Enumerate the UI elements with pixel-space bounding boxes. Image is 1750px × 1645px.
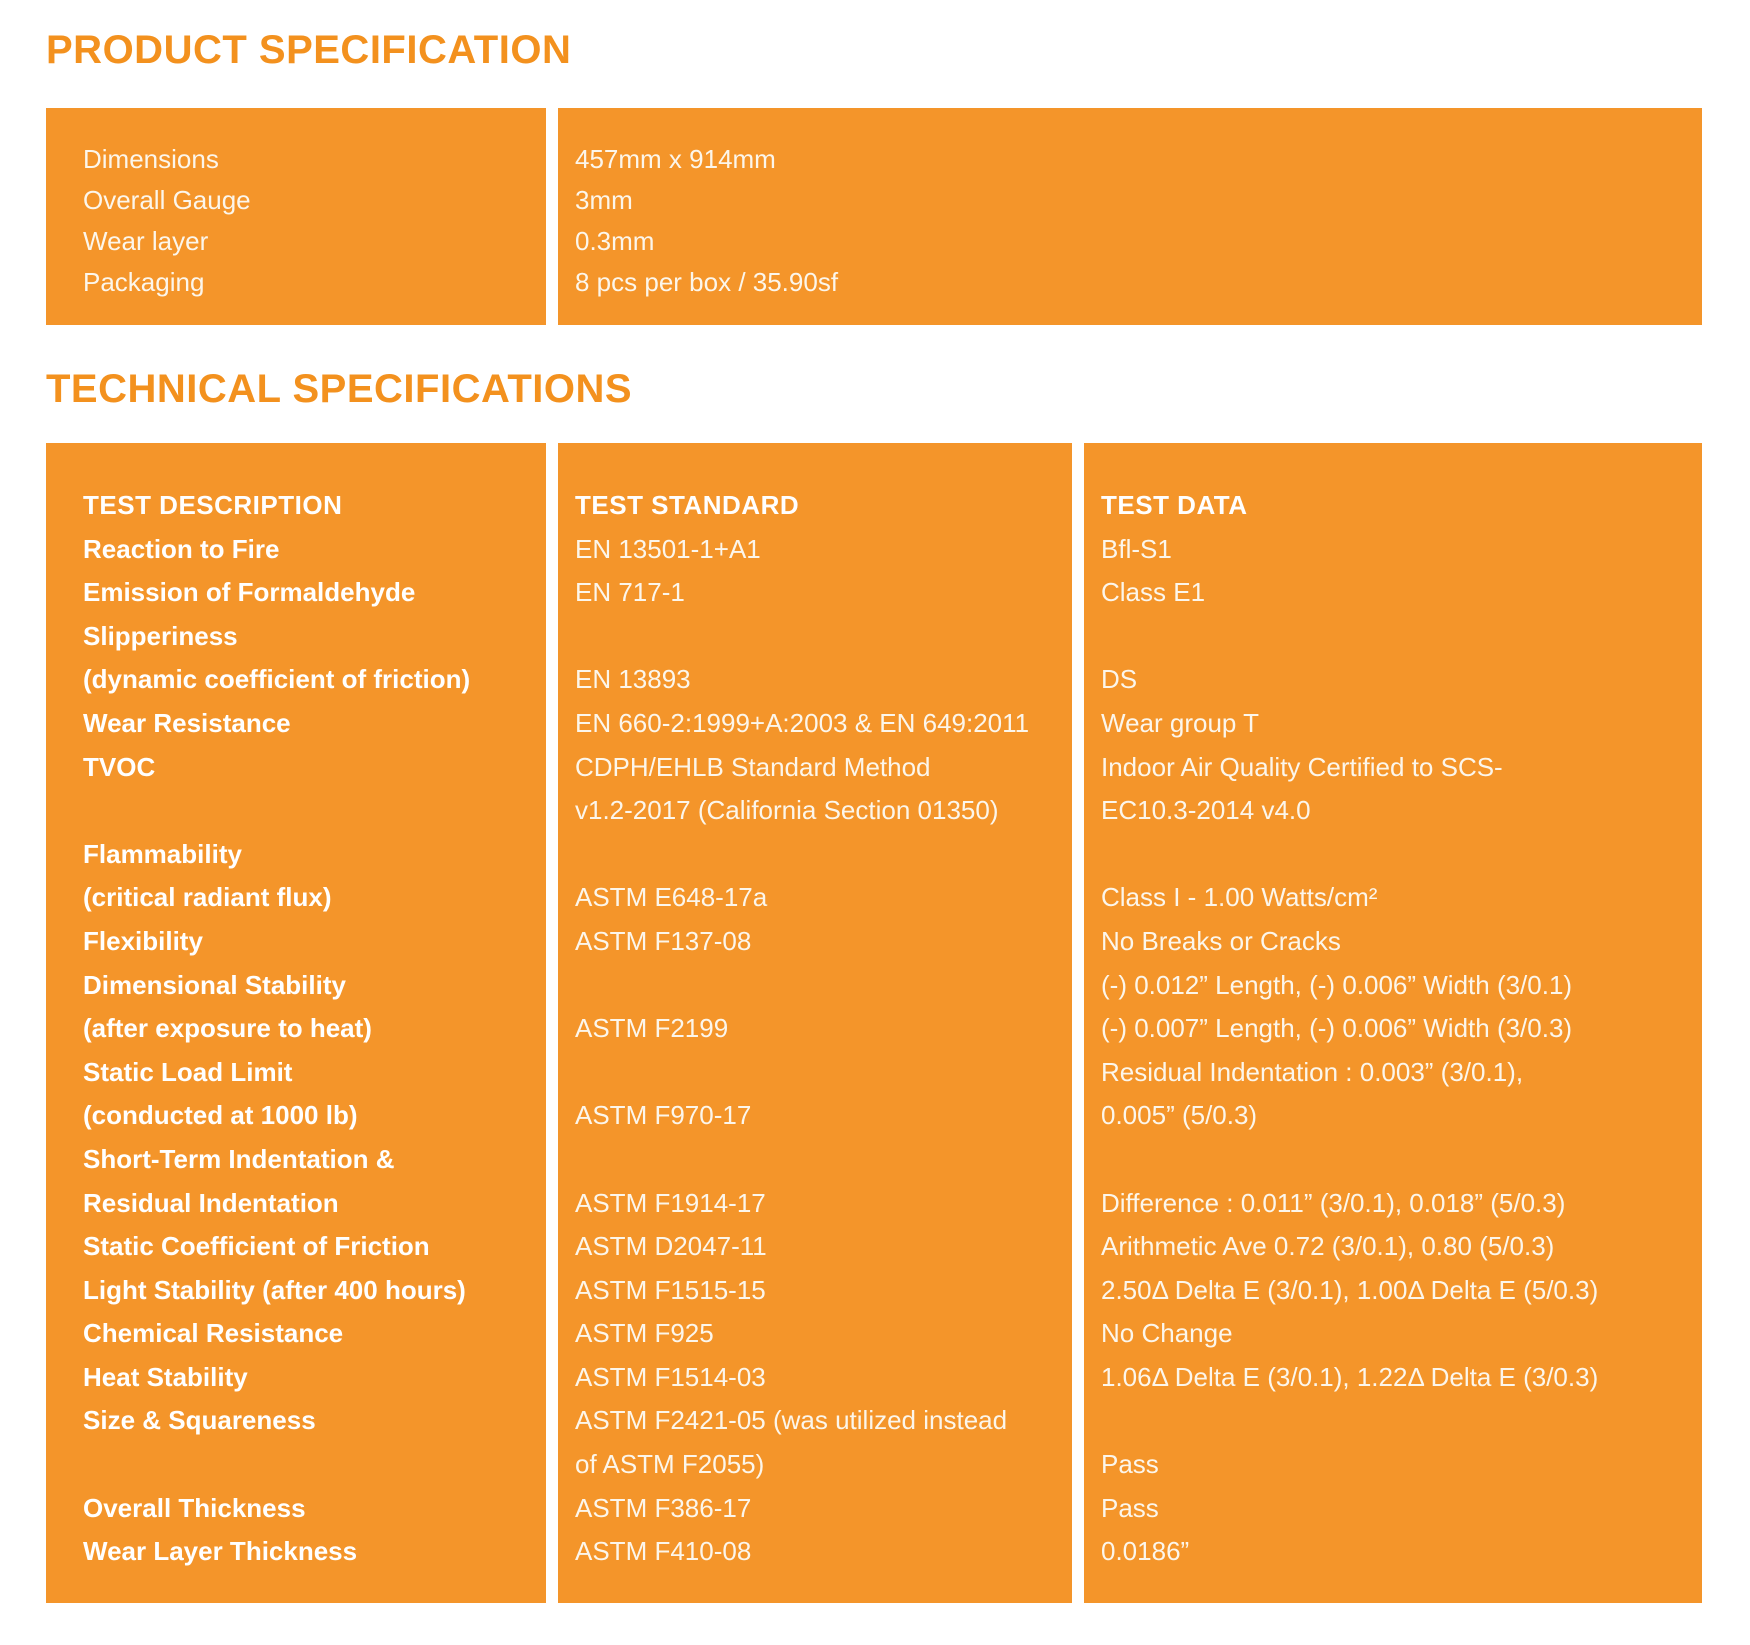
spec-line: ASTM F410-08 <box>575 1536 752 1567</box>
technical-specifications-title: TECHNICAL SPECIFICATIONS <box>46 367 633 411</box>
spec-line: Chemical Resistance <box>83 1318 344 1349</box>
spec-line: ASTM F137-08 <box>575 925 752 956</box>
spec-line: 3mm <box>575 185 633 215</box>
spec-line: Short-Term Indentation & <box>83 1143 395 1174</box>
spec-line: Dimensional Stability <box>83 969 346 1000</box>
product-spec-values-column <box>558 108 1702 325</box>
spec-line: Static Load Limit <box>83 1056 293 1087</box>
spec-line: 0.0186” <box>1101 1536 1190 1567</box>
spec-line: Residual Indentation : 0.003” (3/0.1), <box>1101 1056 1524 1087</box>
spec-line: Class I - 1.00 Watts/cm² <box>1101 882 1378 913</box>
spec-line: EN 13893 <box>575 664 691 695</box>
spec-line: Size & Squareness <box>83 1405 316 1436</box>
spec-line: ASTM E648-17a <box>575 882 768 913</box>
spec-line: Static Coefficient of Friction <box>83 1231 430 1262</box>
spec-line: TVOC <box>83 751 156 782</box>
spec-line: (-) 0.012” Length, (-) 0.006” Width (3/0.1) <box>1101 969 1573 1000</box>
technical-specifications-table <box>46 443 1702 1603</box>
spec-line: ASTM F1515-15 <box>575 1274 766 1305</box>
spec-line: of ASTM F2055) <box>575 1449 765 1480</box>
spec-line <box>575 964 1072 1008</box>
test-standard-column <box>558 443 1072 1603</box>
spec-line: Packaging <box>83 267 205 297</box>
spec-line: EN 717-1 <box>575 577 685 608</box>
spec-line: ASTM F970-17 <box>575 1100 752 1131</box>
spec-line: 0.3mm <box>575 226 655 256</box>
spec-line: Wear group T <box>1101 707 1260 738</box>
spec-line <box>575 1138 1072 1182</box>
spec-line: Difference : 0.011” (3/0.1), 0.018” (5/0.3) <box>1101 1187 1566 1218</box>
spec-line: Overall Gauge <box>83 185 251 215</box>
spec-line: ASTM D2047-11 <box>575 1231 767 1262</box>
spec-line: DS <box>1101 664 1138 695</box>
spec-line: Indoor Air Quality Certified to SCS- <box>1101 751 1503 782</box>
spec-line <box>575 615 1072 659</box>
spec-line: (after exposure to heat) <box>83 1013 372 1044</box>
spec-line: EC10.3-2014 v4.0 <box>1101 795 1311 826</box>
spec-line: Residual Indentation <box>83 1187 339 1218</box>
spec-line: Pass <box>1101 1449 1159 1480</box>
spec-line: Light Stability (after 400 hours) <box>83 1274 466 1305</box>
spec-line: Flexibility <box>83 925 203 956</box>
product-specification-panel <box>46 108 1702 325</box>
spec-line: ASTM F2199 <box>575 1013 729 1044</box>
spec-line: Wear Layer Thickness <box>83 1536 358 1567</box>
spec-line: Heat Stability <box>83 1361 248 1392</box>
spec-line: Dimensions <box>83 144 219 174</box>
spec-line: Pass <box>1101 1492 1159 1523</box>
spec-line: ASTM F1514-03 <box>575 1361 766 1392</box>
spec-line <box>83 1443 546 1487</box>
spec-line: ASTM F1914-17 <box>575 1187 766 1218</box>
spec-line: No Breaks or Cracks <box>1101 925 1341 956</box>
spec-line: Class E1 <box>1101 577 1206 608</box>
spec-line: (dynamic coefficient of friction) <box>83 664 471 695</box>
column-header: TEST DATA <box>1101 490 1248 520</box>
spec-line: Slipperiness <box>83 620 238 651</box>
spec-line: 8 pcs per box / 35.90sf <box>575 267 839 297</box>
spec-line: v1.2-2017 (California Section 01350) <box>575 795 999 826</box>
column-header: TEST STANDARD <box>575 490 800 520</box>
spec-line: Bfl-S1 <box>1101 533 1172 564</box>
spec-line <box>83 789 546 833</box>
spec-line: 1.06Δ Delta E (3/0.1), 1.22Δ Delta E (3/0.3) <box>1101 1361 1599 1392</box>
spec-line: 457mm x 914mm <box>575 144 776 174</box>
spec-line: 2.50Δ Delta E (3/0.1), 1.00Δ Delta E (5/0.3) <box>1101 1274 1599 1305</box>
spec-line: EN 660-2:1999+A:2003 & EN 649:2011 <box>575 707 1030 738</box>
spec-line: Wear Resistance <box>83 707 291 738</box>
spec-line <box>1101 1399 1702 1443</box>
spec-line: Arithmetic Ave 0.72 (3/0.1), 0.80 (5/0.3) <box>1101 1231 1555 1262</box>
spec-line: Flammability <box>83 838 242 869</box>
spec-line: ASTM F925 <box>575 1318 714 1349</box>
spec-line <box>1101 615 1702 659</box>
spec-line: ASTM F2421-05 (was utilized instead <box>575 1405 1008 1436</box>
spec-line: (-) 0.007” Length, (-) 0.006” Width (3/0.3) <box>1101 1013 1573 1044</box>
product-specification-title: PRODUCT SPECIFICATION <box>46 28 572 72</box>
spec-line: CDPH/EHLB Standard Method <box>575 751 931 782</box>
spec-line: Wear layer <box>83 226 209 256</box>
spec-line: (conducted at 1000 lb) <box>83 1100 358 1131</box>
spec-line: Reaction to Fire <box>83 533 280 564</box>
spec-line: Emission of Formaldehyde <box>83 577 416 608</box>
spec-line: 0.005” (5/0.3) <box>1101 1100 1258 1131</box>
spec-line: EN 13501-1+A1 <box>575 533 761 564</box>
spec-line <box>1101 833 1702 877</box>
column-header: TEST DESCRIPTION <box>83 490 343 520</box>
product-spec-labels-column <box>46 108 546 325</box>
spec-line <box>1101 1138 1702 1182</box>
spec-line: ASTM F386-17 <box>575 1492 752 1523</box>
spec-line <box>575 1051 1072 1095</box>
test-description-column <box>46 443 546 1603</box>
spec-line: Overall Thickness <box>83 1492 306 1523</box>
spec-line <box>575 833 1072 877</box>
spec-line: (critical radiant flux) <box>83 882 332 913</box>
test-data-column <box>1084 443 1702 1603</box>
spec-line: No Change <box>1101 1318 1233 1349</box>
